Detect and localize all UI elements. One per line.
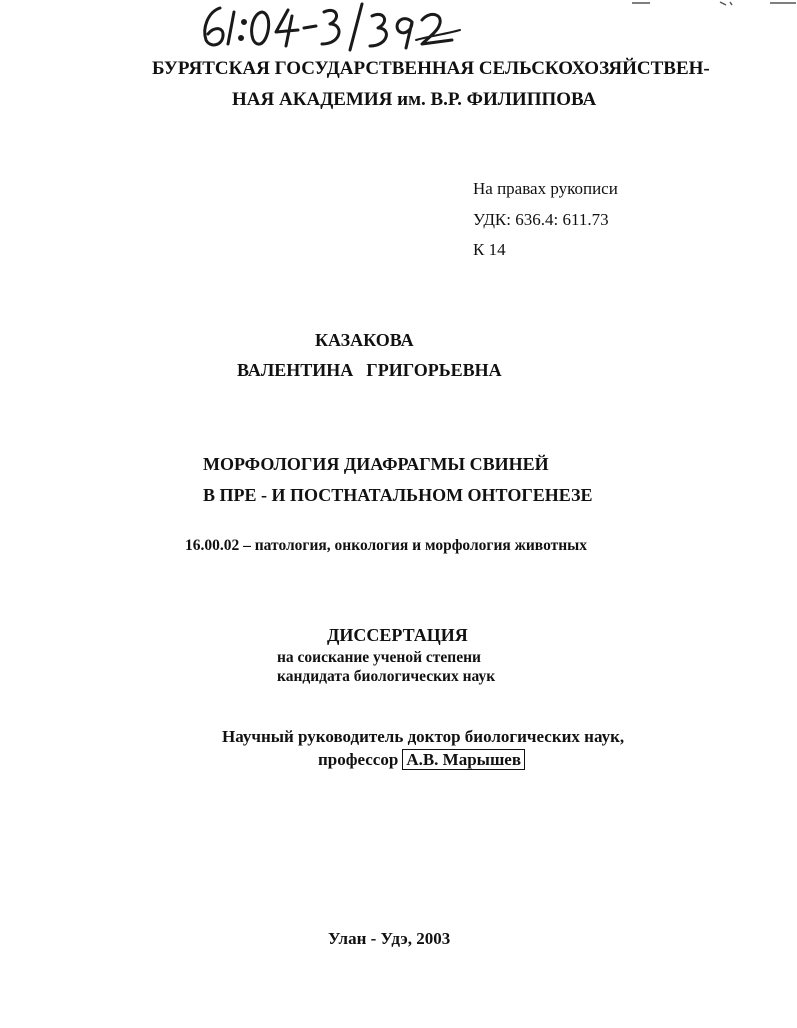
udk-code: УДК: 636.4: 611.73 xyxy=(473,210,609,229)
scan-edge-marks xyxy=(620,0,797,12)
city-and-year: Улан - Удэ, 2003 xyxy=(328,929,451,948)
supervisor-line-1: Научный руководитель доктор биологических наук, xyxy=(222,727,625,746)
handwritten-archive-code xyxy=(190,0,470,52)
k-code: К 14 xyxy=(473,240,506,259)
institution-line-2: НАЯ АКАДЕМИЯ им. В.Р. ФИЛИППОВА xyxy=(232,89,597,110)
dissertation-heading: ДИССЕРТАЦИЯ xyxy=(327,625,468,645)
institution-line-1: БУРЯТСКАЯ ГОСУДАРСТВЕННАЯ СЕЛЬСКОХОЗЯЙСТВЕН- xyxy=(152,58,710,79)
author-given-names: ВАЛЕНТИНА ГРИГОРЬЕВНА xyxy=(237,360,502,380)
specialty-code: 16.00.02 – патология, онкология и морфология животных xyxy=(185,537,588,554)
thesis-title-line-1: МОРФОЛОГИЯ ДИАФРАГМЫ СВИНЕЙ xyxy=(203,454,549,474)
supervisor-title: профессор xyxy=(318,750,399,769)
dissertation-degree-line-2: кандидата биологических наук xyxy=(277,668,496,685)
dissertation-degree-line-1: на соискание ученой степени xyxy=(277,649,481,666)
supervisor-line-2 xyxy=(318,749,525,770)
author-surname: КАЗАКОВА xyxy=(315,330,414,350)
rights-notice: На правах рукописи xyxy=(473,179,618,198)
supervisor-name-box: А.В. Марышев xyxy=(402,749,525,770)
thesis-title-line-2: В ПРЕ - И ПОСТНАТАЛЬНОМ ОНТОГЕНЕЗЕ xyxy=(203,485,593,505)
